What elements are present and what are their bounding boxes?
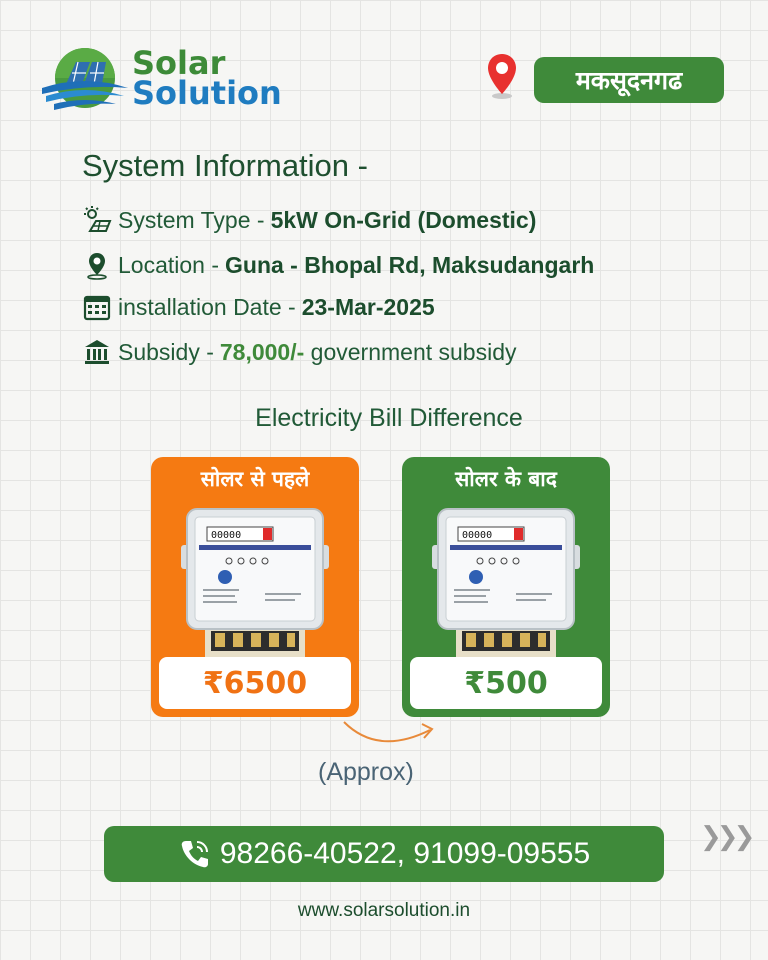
- info-label: Subsidy -: [118, 338, 214, 365]
- bill-amount-before: ₹6500: [159, 657, 351, 709]
- curved-arrow-icon: [338, 716, 442, 756]
- info-label: System Type -: [118, 206, 265, 233]
- approx-note: (Approx): [318, 758, 414, 786]
- subsidy-suffix: government subsidy: [304, 338, 517, 365]
- info-label: Location -: [118, 251, 220, 278]
- electricity-meter-icon: [432, 505, 580, 667]
- phone-contact[interactable]: [104, 826, 664, 882]
- svg-text:00000: 00000: [211, 530, 242, 541]
- calendar-icon: [82, 292, 112, 322]
- location-badge: मकसूदनगढ: [534, 57, 724, 103]
- government-building-icon: [82, 337, 112, 367]
- phone-numbers: 98266-40522, 91099-09555: [219, 837, 591, 870]
- info-value: 5kW On-Grid (Domestic): [270, 206, 537, 233]
- solar-logo-icon: [40, 44, 130, 114]
- info-value: Guna - Bhopal Rd, Maksudangarh: [225, 251, 595, 278]
- card-heading: सोलर से पहले: [200, 467, 310, 491]
- before-solar-card: [151, 457, 359, 717]
- brand-logo: [40, 44, 320, 114]
- website-link[interactable]: www.solarsolution.in: [297, 900, 471, 921]
- brand-line-2: Solution: [132, 74, 282, 112]
- info-row-system-type: [82, 202, 536, 238]
- electricity-meter-icon: [181, 505, 329, 667]
- bill-title: Electricity Bill Difference: [255, 404, 523, 432]
- info-row-subsidy: [82, 334, 517, 370]
- info-row-installation-date: [82, 289, 435, 325]
- map-pin-icon: [486, 52, 518, 100]
- card-heading: सोलर के बाद: [455, 467, 557, 491]
- bill-amount-after: ₹500: [410, 657, 602, 709]
- after-solar-card: [402, 457, 610, 717]
- location-pin-icon: [82, 250, 112, 280]
- subsidy-amount: 78,000/-: [219, 338, 305, 365]
- solar-panel-icon: [82, 205, 112, 235]
- svg-text:00000: 00000: [462, 530, 493, 541]
- chevron-right-icon: ❯❯❯: [700, 822, 751, 852]
- info-value: 23-Mar-2025: [301, 293, 435, 320]
- section-title: System Information -: [82, 148, 368, 183]
- phone-icon: [178, 837, 212, 871]
- info-label: installation Date -: [118, 293, 296, 320]
- brand-name: [132, 44, 282, 112]
- brand-line-1: Solar: [132, 44, 226, 82]
- info-row-location: [82, 247, 594, 283]
